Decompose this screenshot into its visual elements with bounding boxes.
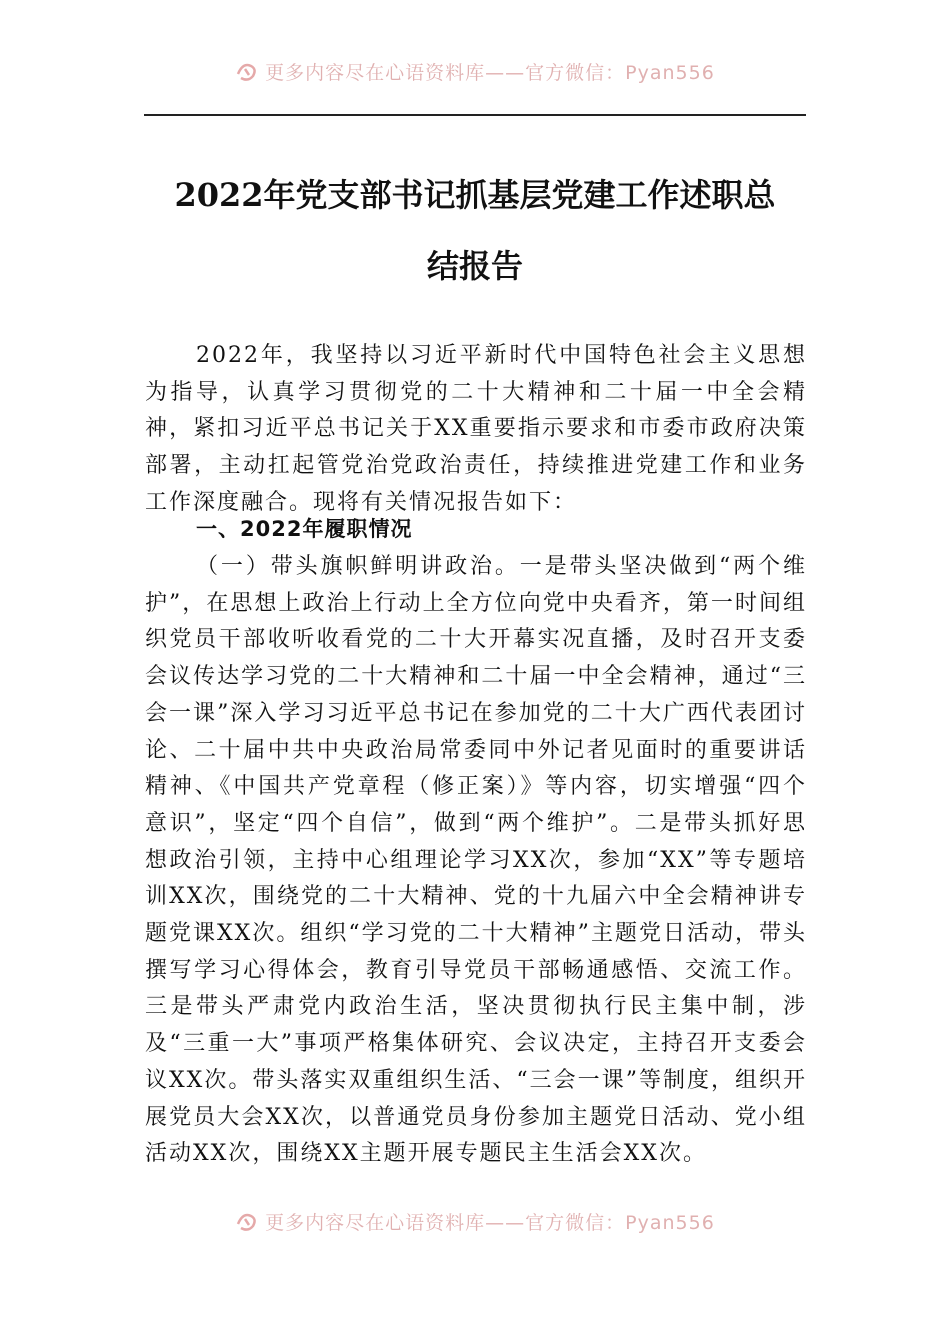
watermark-text: 更多内容尽在心语资料库——官方微信：Pyan556 (265, 1212, 715, 1234)
header-divider (144, 114, 806, 116)
watermark-logo-icon (235, 60, 261, 87)
section-1-paragraph-1: （一）带头旗帜鲜明讲政治。一是带头坚决做到“两个维护”，在思想上政治上行动上全方位向党中央看齐，第一时间组织党员干部收听收看党的二十大开幕实况直播，及时召开支委会议传达学习党的二十大精神和二十届一中全会精神，通过“三会一课”深入学习习近平总书记在参加党的二十大广西代表团讨论、二十届中共中央政治局常委同中外记者见面时的重要讲话精神、《中国共产党章程（修正案）》等内容，切实增强“四个意识”，坚定“四个自信”，做到“两个维护”。二是带头抓好思想政治引领，主持中心组理论学习XX次，参加“XX”等专题培训XX次，围绕党的二十大精神、党的十九届六中全会精神讲专题党课XX次。组织“学习党的二十大精神”主题党日活动，带头撰写学习心得体会，教育引导党员干部畅通感悟、交流工作。三是带头严肃党内政治生活，坚决贯彻执行民主集中制，涉及“三重一大”事项严格集体研究、会议决定，主持召开支委会议XX次。带头落实双重组织生活、“三会一课”等制度，组织开展党员大会XX次，以普通党员身份参加主题党日活动、党小组活动XX次，围绕XX主题开展专题民主生活会XX次。 (145, 554, 807, 1167)
watermark-logo-icon (235, 1210, 261, 1237)
header-watermark (0, 58, 950, 87)
intro-paragraph: 2022年，我坚持以习近平新时代中国特色社会主义思想为指导，认真学习贯彻党的二十大精神和二十届一中全会精神，紧扣习近平总书记关于XX重要指示要求和市委市政府决策部署，主动扛起管党治党政治责任，持续推进党建工作和业务工作深度融合。现将有关情况报告如下： (145, 343, 807, 515)
document-title-line-1: 2022年党支部书记抓基层党建工作述职总 (174, 176, 776, 214)
watermark-text: 更多内容尽在心语资料库——官方微信：Pyan556 (265, 62, 715, 84)
footer-watermark (0, 1208, 950, 1237)
document-title-line-2: 结报告 (426, 247, 523, 285)
section-heading-1: 一、2022年履职情况 (196, 517, 413, 541)
